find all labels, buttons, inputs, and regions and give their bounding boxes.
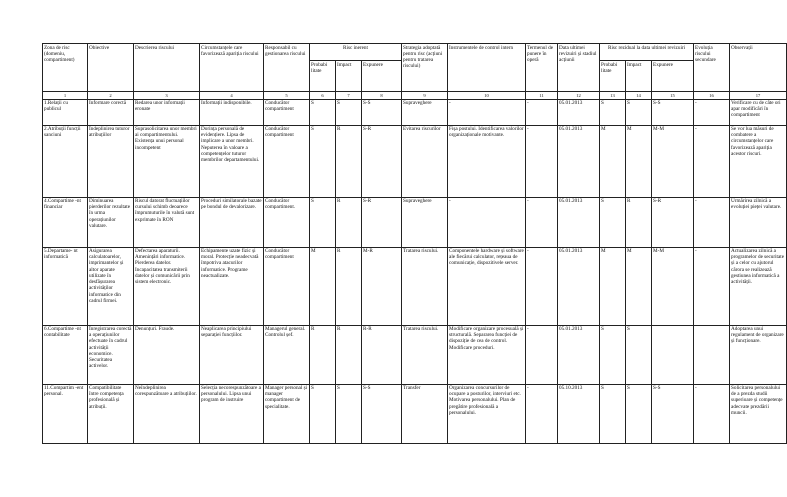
col-number: 14 <box>626 92 652 100</box>
col-number: 2 <box>88 92 134 100</box>
cell-rez-impact: M <box>626 247 652 325</box>
cell-zona: 1.Relații cu publicul <box>43 99 88 125</box>
cell-probabilitate: S <box>310 197 336 247</box>
cell-zona: 4.Compartime -nt financiar <box>43 197 88 247</box>
header-instrumentele: Instrumentele de control intern <box>448 44 526 92</box>
cell-instrumente: Organizarea concursurilor de ocupare a posturilor, interviuri etc. Motivarea personalului. Plan de pregătire profesională a personalului. <box>448 384 526 443</box>
cell-probabilitate: R <box>310 325 336 384</box>
cell-obiective: Îndeplinirea tuturor atribuțiilor <box>88 125 134 197</box>
col-number: 6 <box>310 92 336 100</box>
cell-descriere: Neîndeplinirea corespunzătoare a atribuțiilor. <box>134 384 200 443</box>
table-row <box>43 384 787 443</box>
cell-circumstante: Informații indisponibile. <box>200 99 264 125</box>
cell-evolutie: - <box>694 247 730 325</box>
cell-instrumente: - <box>448 197 526 247</box>
header-row <box>43 44 787 61</box>
cell-data: 05.01.2013 <box>558 125 600 197</box>
cell-data: 05.01.2013 <box>558 247 600 325</box>
cell-responsabil: Conducător compartiment <box>264 125 310 197</box>
cell-expunere: S-S <box>362 99 402 125</box>
cell-obiective: Informare corectă <box>88 99 134 125</box>
cell-circumstante: Echipamente uzate fizic și moral. Protecție neadecvată împotriva atacurilor informatice. Programe neactualizate. <box>200 247 264 325</box>
cell-strategia: Transfer <box>402 384 448 443</box>
cell-strategia: Tratarea riscului. <box>402 247 448 325</box>
cell-evolutie: - <box>694 125 730 197</box>
header-impact: Impact <box>336 61 362 92</box>
cell-zona: 2.Atribuții funcții sanciuni <box>43 125 88 197</box>
cell-probabilitate: M <box>310 247 336 325</box>
col-number: 13 <box>600 92 626 100</box>
cell-rez-expunere: M-M <box>652 125 694 197</box>
cell-rez-probabilitate: M <box>600 125 626 197</box>
cell-obiective: Înregistrarea corectă a operațiunilor efectuate în cadrul activității economice. Securitatea activelor. <box>88 325 134 384</box>
col-number: 16 <box>694 92 730 100</box>
cell-rez-impact: R <box>626 197 652 247</box>
cell-circumstante: Dorința personală de evidențiere. Lipsa de implicare a unor membri. Neputerea în valoare a competențelor tuturor membrilor departamentului. <box>200 125 264 197</box>
cell-obiective: Diminuarea pierderilor rezultate în urma operațiunilor valutare. <box>88 197 134 247</box>
cell-responsabil: Conducător compartiment. <box>264 197 310 247</box>
col-number: 15 <box>652 92 694 100</box>
cell-obiective: Asigurarea calculatoarelor, imprimantelor și altor aparate utilizate în desfășurarea activităților informatice din cadrul firmei. <box>88 247 134 325</box>
cell-termen: - <box>526 384 558 443</box>
cell-responsabil: Conducător compartiment <box>264 247 310 325</box>
cell-rez-expunere <box>652 325 694 384</box>
col-number: 4 <box>200 92 264 100</box>
cell-rez-impact: S <box>626 99 652 125</box>
cell-strategia: Supraveghere <box>402 197 448 247</box>
cell-instrumente: Modificare organizare procesuală și structurală. Separarea funcției de dispoziție de cea de control. Modificare proceduri. <box>448 325 526 384</box>
cell-rez-expunere: M-M <box>652 247 694 325</box>
col-number: 7 <box>336 92 362 100</box>
col-number: 11 <box>526 92 558 100</box>
header-rez-probabilitate: Probabi litate <box>600 61 626 92</box>
cell-data: 05.01.2013 <box>558 325 600 384</box>
cell-rez-probabilitate: S <box>600 197 626 247</box>
cell-probabilitate: S <box>310 384 336 443</box>
cell-rez-probabilitate: S <box>600 99 626 125</box>
cell-impact: R <box>336 125 362 197</box>
header-termenul: Termenul de punere în operă <box>526 44 558 92</box>
cell-descriere: Defectarea aparaturii. Amenințări informatice. Pierderea datelor. Incapacitatea transmiterii datelor și comunicării prin sistem electronic. <box>134 247 200 325</box>
cell-impact: S <box>336 99 362 125</box>
cell-expunere: S-R <box>362 125 402 197</box>
cell-instrumente: Fișa postului. Identificarea valorilor organizaționale motivante. <box>448 125 526 197</box>
header-observatii: Observații <box>730 44 787 92</box>
cell-descriere: Suprasolicitarea unor membri ai compartimentului. Existența unui personal incompetent <box>134 125 200 197</box>
header-data: Data ultimei revizuiri și stadiul acțiunii <box>558 44 600 92</box>
cell-rez-probabilitate: S <box>600 325 626 384</box>
cell-strategia: Tratarea riscului. <box>402 325 448 384</box>
cell-observatii: Verificare cu de câte ori apar modificări în compartiment <box>730 99 787 125</box>
cell-observatii: Solicitarea personalului de a prezda studii superioare și competențe adecvate prezdării muncii. <box>730 384 787 443</box>
cell-circumstante: Proceduri similatorale bazate pe bondul de devalorizare. <box>200 197 264 247</box>
col-number: 1 <box>43 92 88 100</box>
cell-probabilitate: S <box>310 125 336 197</box>
cell-rez-expunere: S-S <box>652 99 694 125</box>
cell-observatii: Se vor lua măsuri de combatere a circumstanțelor care favorizează apariția acestor riscuri. <box>730 125 787 197</box>
cell-responsabil: Managerul general. Controlul șef. <box>264 325 310 384</box>
cell-impact: R <box>336 197 362 247</box>
cell-rez-impact: S <box>626 384 652 443</box>
cell-termen: - <box>526 125 558 197</box>
cell-rez-expunere: S-R <box>652 197 694 247</box>
col-number: 9 <box>402 92 448 100</box>
cell-evolutie: - <box>694 197 730 247</box>
cell-impact: R <box>336 325 362 384</box>
cell-rez-probabilitate: S <box>600 384 626 443</box>
header-risc-rezidual: Risc rezidual la data ultimei revizuiri <box>600 44 694 61</box>
col-number: 12 <box>558 92 600 100</box>
table-row <box>43 197 787 247</box>
cell-responsabil: Manager personal și manager compartiment de specialitate. <box>264 384 310 443</box>
header-strategia: Strategia adoptată pentru risc (acțiuni pentru tratarea riscului) <box>402 44 448 92</box>
cell-instrumente: - <box>448 99 526 125</box>
cell-evolutie: - <box>694 384 730 443</box>
table-row <box>43 125 787 197</box>
header-probabilitate: Probabi litate <box>310 61 336 92</box>
cell-zona: 5.Departame- nt informatică <box>43 247 88 325</box>
risk-table <box>42 43 787 444</box>
col-number: 10 <box>448 92 526 100</box>
cell-zona: 11.Compartim -ent personal. <box>43 384 88 443</box>
column-number-row <box>43 92 787 100</box>
cell-observatii: Urmărirea zilnică a evoluției pieței valutare. <box>730 197 787 247</box>
cell-expunere: S-S <box>362 384 402 443</box>
cell-observatii: Actualizarea zilnică a programelor de securitate și a celor cu ajutorul cărora se realizează gestiunea informatică a activității. <box>730 247 787 325</box>
cell-descriere: Denunțuri. Fraude. <box>134 325 200 384</box>
header-rez-impact: Impact <box>626 61 652 92</box>
cell-strategia: Evitarea riscurilor <box>402 125 448 197</box>
cell-descriere: Redarea unor informații eronate <box>134 99 200 125</box>
header-obiective: Obiective <box>88 44 134 92</box>
col-number: 8 <box>362 92 402 100</box>
cell-rez-expunere: S-S <box>652 384 694 443</box>
risk-register <box>42 43 787 444</box>
cell-rez-impact: S <box>626 325 652 384</box>
col-number: 3 <box>134 92 200 100</box>
table-row <box>43 99 787 125</box>
header-evolutie: Evoluția riscului secundare <box>694 44 730 92</box>
table-row <box>43 325 787 384</box>
cell-expunere: R-R <box>362 325 402 384</box>
cell-probabilitate: S <box>310 99 336 125</box>
cell-rez-impact: M <box>626 125 652 197</box>
cell-evolutie <box>694 325 730 384</box>
cell-impact: R <box>336 247 362 325</box>
header-zona: Zona de risc (domeniu, compartiment) <box>43 44 88 92</box>
header-rez-expunere: Expunere <box>652 61 694 92</box>
header-circumstante: Circumstanțele care favorizează apariția riscului <box>200 44 264 92</box>
cell-evolutie: - <box>694 99 730 125</box>
cell-obiective: Compatibilitate între competența profesională și atribuții. <box>88 384 134 443</box>
cell-termen: - <box>526 99 558 125</box>
header-responsabil: Responsabil cu gestionarea riscului <box>264 44 310 92</box>
cell-expunere: S-R <box>362 197 402 247</box>
cell-expunere: M-R <box>362 247 402 325</box>
cell-circumstante: Selecția necorespunzătoare a personalului. Lipsa unui program de instruire <box>200 384 264 443</box>
header-risc-inerent: Risc inerent <box>310 44 402 61</box>
cell-strategia: Supraveghere <box>402 99 448 125</box>
col-number: 5 <box>264 92 310 100</box>
cell-responsabil: Conducător compartiment <box>264 99 310 125</box>
cell-impact: S <box>336 384 362 443</box>
cell-termen: - <box>526 247 558 325</box>
cell-instrumente: Componentele hardware și software ale fiecărui calculator, rețeaua de comunicație, dispozitivele server. <box>448 247 526 325</box>
cell-circumstante: Neaplicarea principiului separației funcțiilor. <box>200 325 264 384</box>
cell-data: 05.01.2013 <box>558 99 600 125</box>
cell-descriere: Riscul datorat fluctuațiilor cursului schimb deoarece împrumuturile în valută sunt exprimate în RON <box>134 197 200 247</box>
col-number: 17 <box>730 92 787 100</box>
header-expunere: Expunere <box>362 61 402 92</box>
cell-observatii: Adoptarea unui regulament de organizare și funcționare. <box>730 325 787 384</box>
cell-termen: - <box>526 197 558 247</box>
cell-data: 05.10.2013 <box>558 384 600 443</box>
table-row <box>43 247 787 325</box>
cell-rez-probabilitate: M <box>600 247 626 325</box>
header-descriere: Descrierea riscului <box>134 44 200 92</box>
cell-zona: 6.Compartime -nt contabilitate <box>43 325 88 384</box>
cell-termen: - <box>526 325 558 384</box>
cell-data: 05.01.2013 <box>558 197 600 247</box>
